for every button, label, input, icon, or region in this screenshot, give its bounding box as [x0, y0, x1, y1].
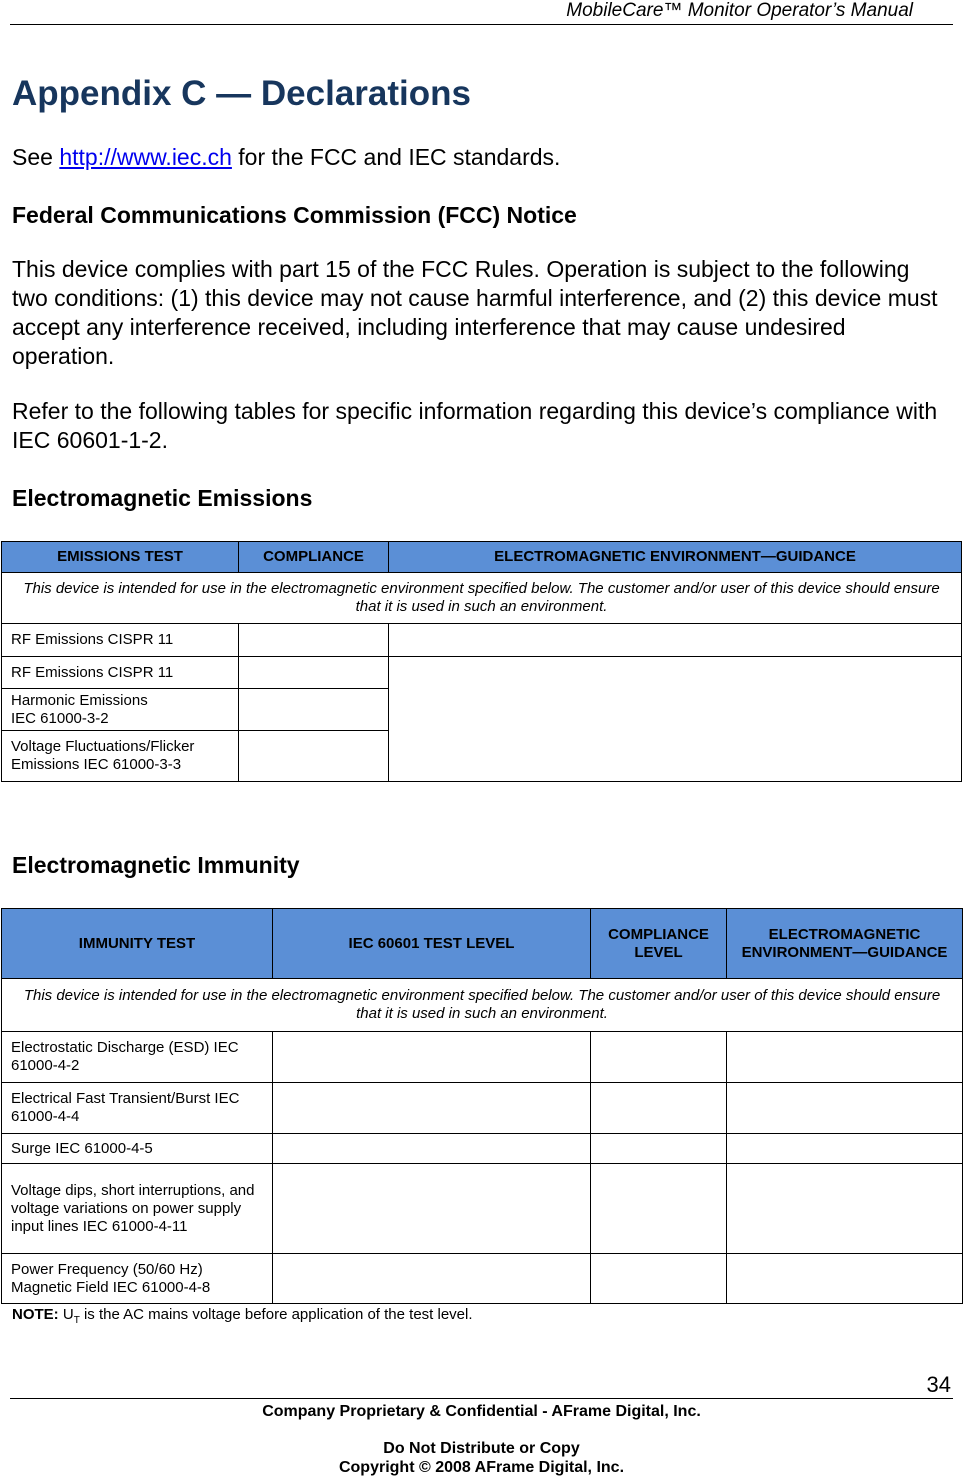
table-note	[12, 1306, 473, 1330]
emissions-col-test: EMISSIONS TEST	[2, 542, 239, 573]
emissions-row-label: Harmonic Emissions IEC 61000-3-2	[2, 689, 239, 731]
immunity-compliance-cell	[591, 1254, 727, 1304]
emissions-compliance-cell	[239, 624, 389, 657]
emissions-guidance-cell	[389, 624, 962, 657]
page-number: 34	[926, 1372, 951, 1397]
immunity-compliance-cell	[591, 1083, 727, 1134]
immunity-col-level: IEC 60601 TEST LEVEL	[273, 909, 591, 979]
manual-title: MobileCare™ Monitor Operator’s Manual	[566, 0, 913, 21]
immunity-col-test: IMMUNITY TEST	[2, 909, 273, 979]
emissions-guidance-cell-merged	[389, 657, 962, 782]
page-title: Appendix C — Declarations	[12, 74, 471, 113]
immunity-row-label: Electrostatic Discharge (ESD) IEC 61000-4-2	[2, 1032, 273, 1083]
emissions-heading: Electromagnetic Emissions	[12, 485, 313, 511]
immunity-row-label: Voltage dips, short interruptions, and voltage variations on power supply input lines IEC 61000-4-11	[2, 1164, 273, 1254]
emissions-table	[1, 541, 962, 782]
emissions-col-compliance: COMPLIANCE	[239, 542, 389, 573]
footer-copyright: Copyright © 2008 AFrame Digital, Inc.	[338, 1459, 625, 1476]
footer-proprietary: Company Proprietary & Confidential - AFrame Digital, Inc.	[262, 1403, 701, 1420]
immunity-guidance-cell	[727, 1032, 963, 1083]
immunity-compliance-cell	[591, 1164, 727, 1254]
note-u: U	[62, 1306, 74, 1323]
immunity-row-label: Surge IEC 61000-4-5	[2, 1134, 273, 1164]
immunity-guidance-cell	[727, 1134, 963, 1164]
immunity-level-cell	[273, 1134, 591, 1164]
note-sub: T	[73, 1315, 80, 1326]
fcc-heading: Federal Communications Commission (FCC) Notice	[12, 202, 577, 228]
immunity-guidance-cell	[727, 1164, 963, 1254]
fcc-body: This device complies with part 15 of the FCC Rules. Operation is subject to the following two conditions: (1) this device may not cause harmful interference, and (2) this device must accept any interference received, including interference that may cause undesired operation.	[12, 256, 938, 369]
immunity-row-label: Electrical Fast Transient/Burst IEC 61000-4-4	[2, 1083, 273, 1134]
footer-divider	[10, 1398, 953, 1399]
footer-distribution: Do Not Distribute or Copy	[383, 1440, 580, 1457]
emissions-compliance-cell	[239, 657, 389, 689]
emissions-compliance-cell	[239, 731, 389, 782]
emissions-row-label: RF Emissions CISPR 11	[2, 657, 239, 689]
immunity-heading: Electromagnetic Immunity	[12, 852, 300, 878]
immunity-level-cell	[273, 1083, 591, 1134]
immunity-level-cell	[273, 1032, 591, 1083]
refer-text: Refer to the following tables for specific information regarding this device’s compliance with IEC 60601-1-2.	[12, 398, 938, 453]
immunity-guidance-cell	[727, 1254, 963, 1304]
iec-link[interactable]: http://www.iec.ch	[59, 144, 232, 170]
see-prefix: See	[12, 144, 60, 170]
header-divider	[10, 24, 953, 25]
note-label: NOTE:	[12, 1306, 59, 1323]
emissions-row-label: RF Emissions CISPR 11	[2, 624, 239, 657]
immunity-table	[1, 908, 963, 1304]
immunity-guidance-cell	[727, 1083, 963, 1134]
immunity-col-compliance: COMPLIANCE LEVEL	[591, 909, 727, 979]
emissions-intro: This device is intended for use in the electromagnetic environment specified below. The customer and/or user of this device should ensure that it is used in such an environment.	[2, 573, 962, 624]
immunity-level-cell	[273, 1164, 591, 1254]
immunity-intro: This device is intended for use in the electromagnetic environment specified below. The customer and/or user of this device should ensure that it is used in such an environment.	[2, 979, 963, 1032]
immunity-compliance-cell	[591, 1134, 727, 1164]
see-line	[12, 143, 947, 172]
immunity-compliance-cell	[591, 1032, 727, 1083]
immunity-col-guidance: ELECTROMAGNETIC ENVIRONMENT—GUIDANCE	[727, 909, 963, 979]
emissions-row-label: Voltage Fluctuations/Flicker Emissions IEC 61000-3-3	[2, 731, 239, 782]
note-text: is the AC mains voltage before application of the test level.	[79, 1306, 473, 1323]
emissions-compliance-cell	[239, 689, 389, 731]
see-suffix: for the FCC and IEC standards.	[231, 144, 561, 170]
immunity-row-label: Power Frequency (50/60 Hz) Magnetic Field IEC 61000-4-8	[2, 1254, 273, 1304]
emissions-col-guidance: ELECTROMAGNETIC ENVIRONMENT—GUIDANCE	[389, 542, 962, 573]
immunity-level-cell	[273, 1254, 591, 1304]
